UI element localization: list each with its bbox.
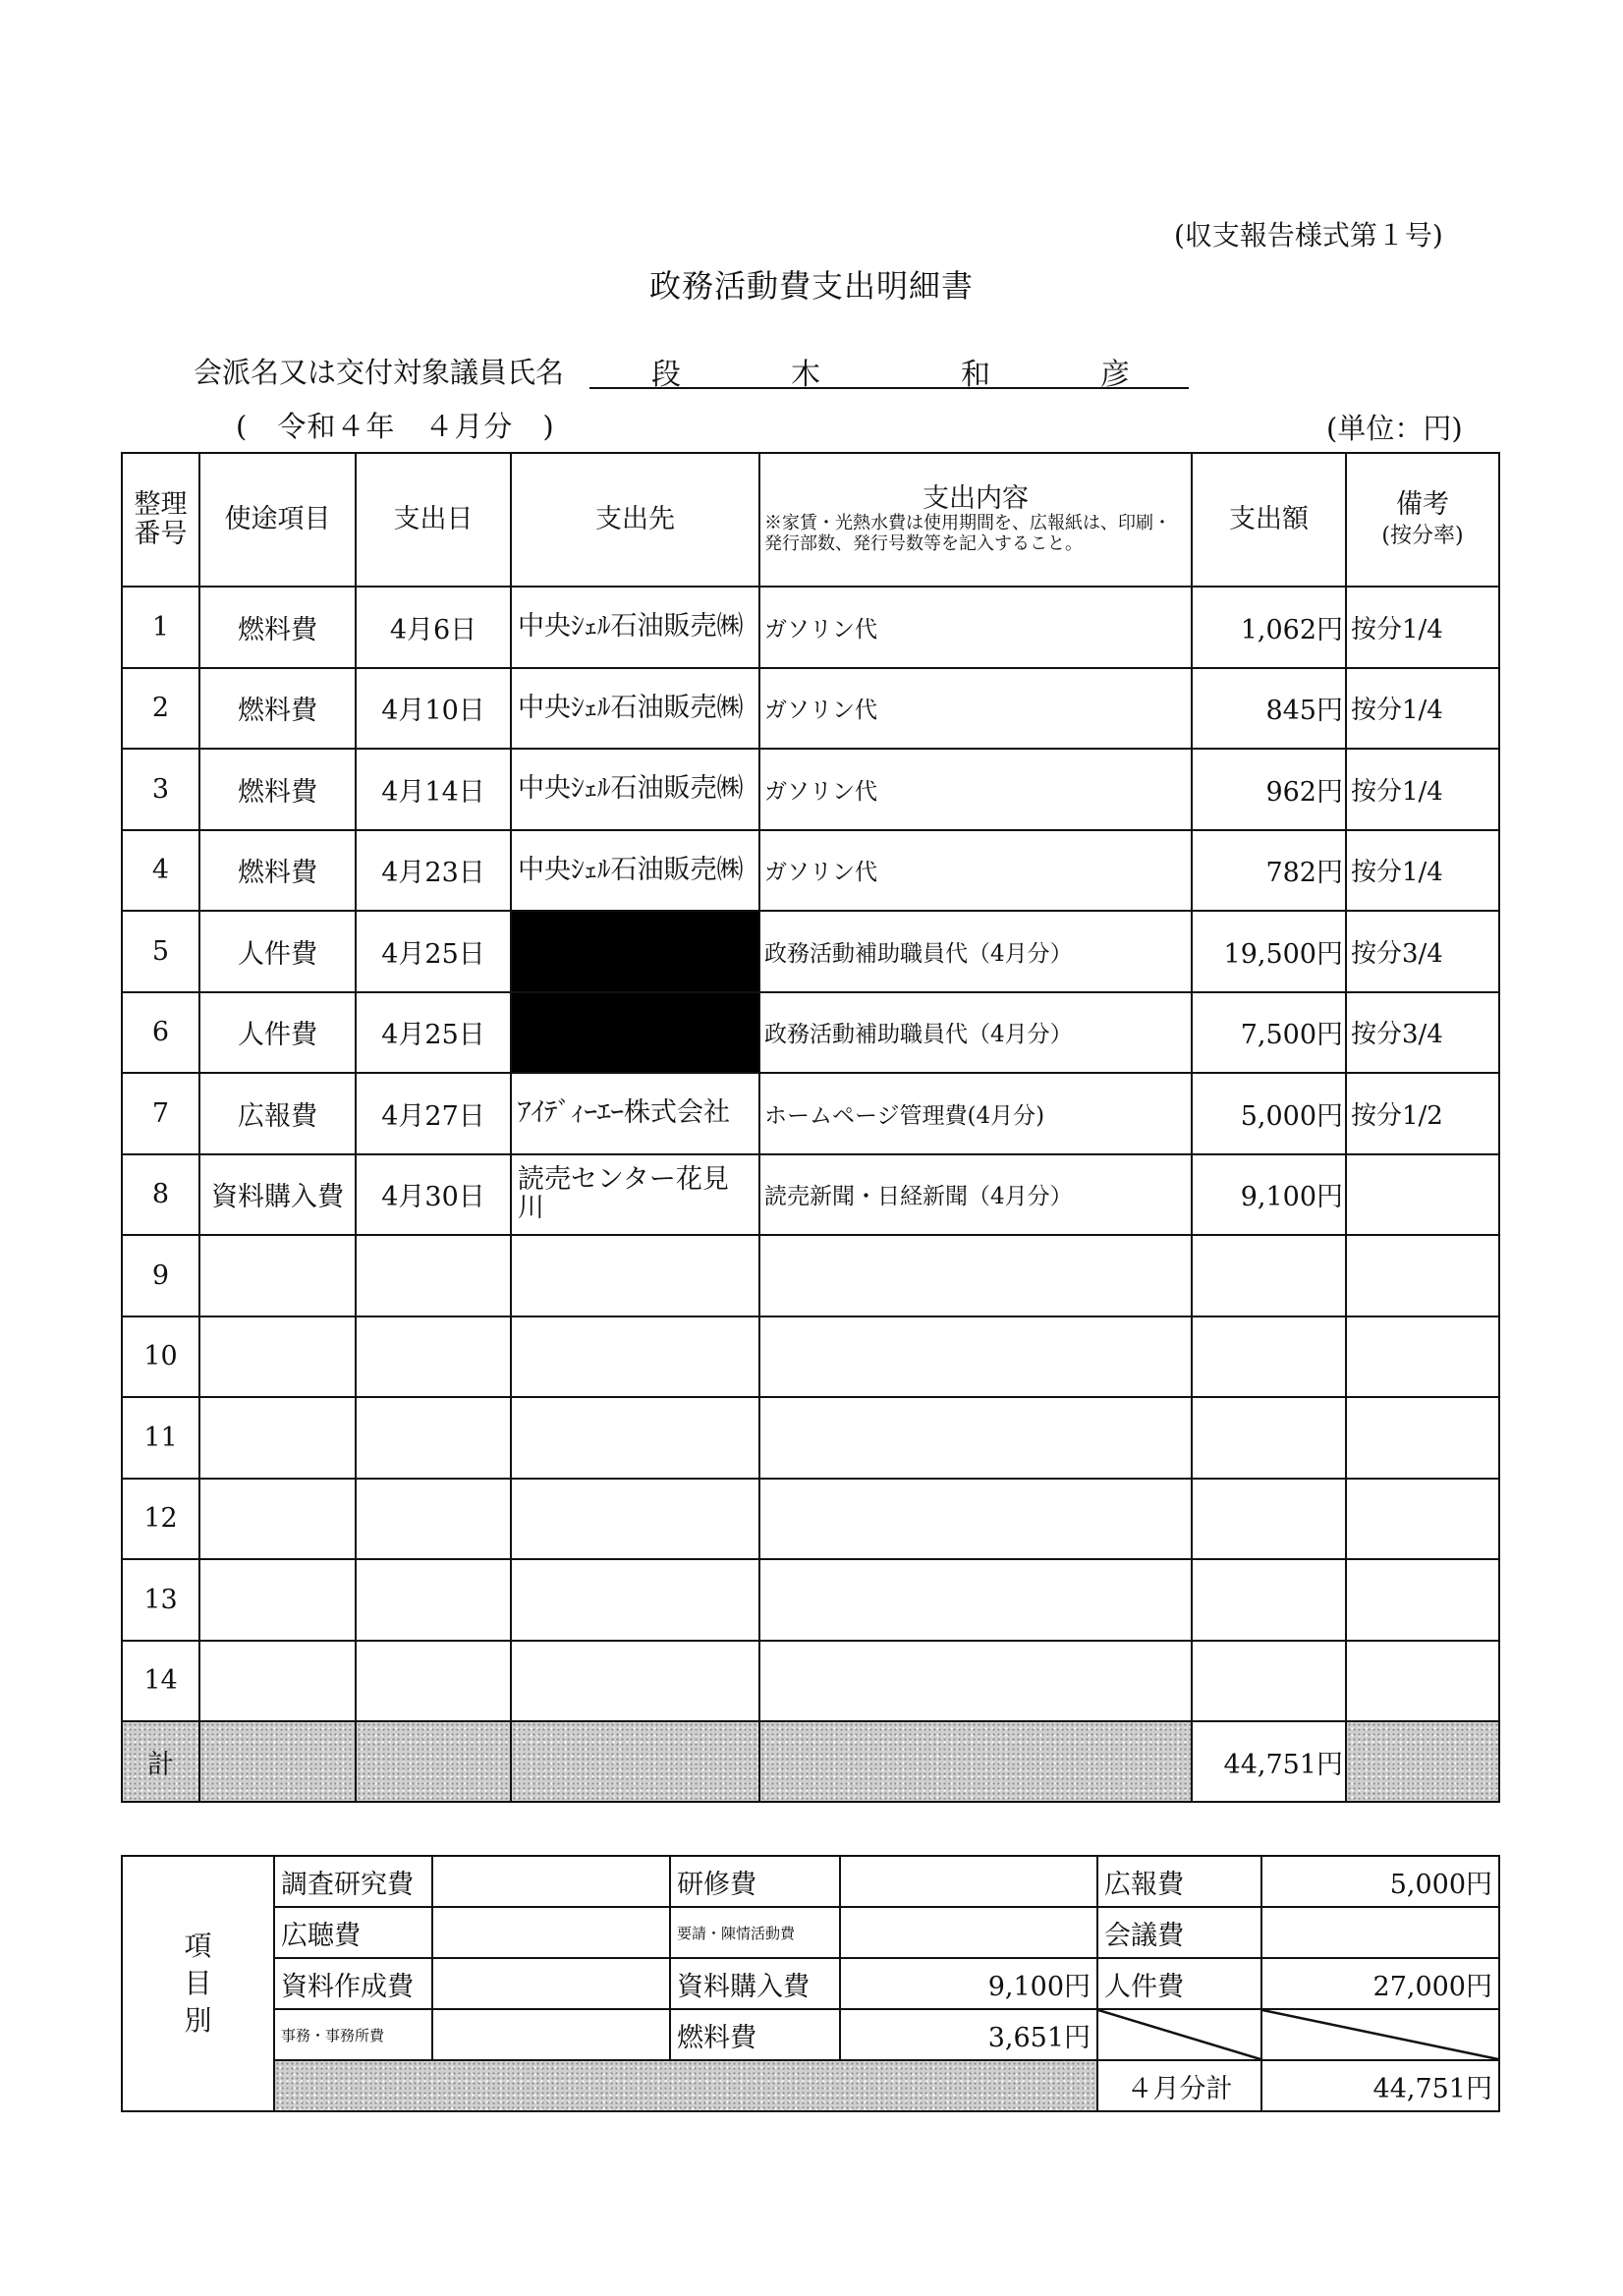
row-content (759, 1479, 1192, 1560)
row-date (356, 1479, 511, 1560)
row-content: ホームページ管理費(4月分) (759, 1073, 1192, 1154)
row-payee (511, 1641, 759, 1722)
row-category (199, 1235, 356, 1316)
row-amount: 9,100円 (1192, 1154, 1346, 1236)
row-remarks: 按分1/4 (1346, 830, 1499, 912)
row-no: 10 (122, 1316, 199, 1398)
row-remarks (1346, 1559, 1499, 1641)
row-remarks: 按分1/4 (1346, 668, 1499, 750)
table-row (122, 749, 1499, 830)
row-no: 13 (122, 1559, 199, 1641)
row-category (199, 1397, 356, 1479)
row-no: 12 (122, 1479, 199, 1560)
row-remarks (1346, 1316, 1499, 1398)
table-row (122, 992, 1499, 1074)
row-no: 1 (122, 587, 199, 668)
header-date: 支出日 (356, 453, 511, 587)
shaded-cell (356, 1721, 511, 1802)
row-category: 燃料費 (199, 749, 356, 830)
table-row (122, 1235, 1499, 1316)
header-amount: 支出額 (1192, 453, 1346, 587)
row-content: 読売新聞・日経新聞（4月分） (759, 1154, 1192, 1236)
row-no: 9 (122, 1235, 199, 1316)
row-payee: ｱｲﾃﾞｨｰｴｰ株式会社 (511, 1073, 759, 1154)
table-row (122, 1641, 1499, 1722)
row-category: 人件費 (199, 992, 356, 1074)
summary-training-label: 研修費 (670, 1856, 840, 1907)
summary-meeting-amount (1261, 1907, 1499, 1958)
summary-personnel-label: 人件費 (1097, 1958, 1261, 2009)
summary-category-label: 項 目 別 (122, 1856, 274, 2111)
row-category (199, 1316, 356, 1398)
row-category: 燃料費 (199, 830, 356, 912)
summary-hearing-amount (432, 1907, 670, 1958)
table-row (122, 1316, 1499, 1398)
row-category: 燃料費 (199, 668, 356, 750)
row-date: 4月25日 (356, 992, 511, 1074)
row-amount (1192, 1559, 1346, 1641)
row-remarks (1346, 1154, 1499, 1236)
row-amount: 1,062円 (1192, 587, 1346, 668)
row-remarks (1346, 1479, 1499, 1560)
table-row (122, 1397, 1499, 1479)
row-payee (511, 1316, 759, 1398)
table-row (122, 830, 1499, 912)
summary-doc-creation-label: 資料作成費 (274, 1958, 432, 2009)
row-date (356, 1641, 511, 1722)
row-amount (1192, 1397, 1346, 1479)
row-content: 政務活動補助職員代（4月分） (759, 911, 1192, 992)
row-amount: 782円 (1192, 830, 1346, 912)
row-no: 4 (122, 830, 199, 912)
row-no: 2 (122, 668, 199, 750)
summary-doc-creation-amount (432, 1958, 670, 2009)
row-date: 4月23日 (356, 830, 511, 912)
row-category: 資料購入費 (199, 1154, 356, 1236)
row-no: 7 (122, 1073, 199, 1154)
row-no: 3 (122, 749, 199, 830)
header-remarks: 備考 (按分率) (1346, 453, 1499, 587)
row-remarks: 按分3/4 (1346, 911, 1499, 992)
shaded-cell (199, 1721, 356, 1802)
summary-petition-amount (840, 1907, 1097, 1958)
row-no: 11 (122, 1397, 199, 1479)
summary-fuel-amount: 3,651円 (840, 2009, 1097, 2060)
reporting-period: ( 令和４年 ４月分 ) (236, 410, 555, 443)
summary-personnel-amount: 27,000円 (1261, 1958, 1499, 2009)
row-date (356, 1235, 511, 1316)
header-no: 整理 番号 (122, 453, 199, 587)
table-row (122, 1559, 1499, 1641)
row-category (199, 1479, 356, 1560)
member-name-char: 和 (961, 358, 990, 392)
summary-office-amount (432, 2009, 670, 2060)
row-amount (1192, 1235, 1346, 1316)
row-payee: 中央ｼｪﾙ石油販売㈱ (511, 830, 759, 912)
summary-fuel-label: 燃料費 (670, 2009, 840, 2060)
row-remarks: 按分1/4 (1346, 749, 1499, 830)
total-label: 計 (122, 1721, 199, 1802)
shaded-cell (511, 1721, 759, 1802)
row-date (356, 1397, 511, 1479)
row-payee: 中央ｼｪﾙ石油販売㈱ (511, 587, 759, 668)
row-date (356, 1559, 511, 1641)
row-remarks: 按分1/4 (1346, 587, 1499, 668)
row-content: ガソリン代 (759, 587, 1192, 668)
row-payee (511, 1559, 759, 1641)
row-category (199, 1559, 356, 1641)
summary-training-amount (840, 1856, 1097, 1907)
total-row (122, 1721, 1499, 1802)
form-number: (収支報告様式第１号) (1174, 219, 1443, 252)
summary-month-total-label: ４月分計 (1097, 2060, 1261, 2111)
row-no: 8 (122, 1154, 199, 1236)
row-amount: 5,000円 (1192, 1073, 1346, 1154)
table-row (122, 1154, 1499, 1236)
row-amount (1192, 1479, 1346, 1560)
row-date: 4月10日 (356, 668, 511, 750)
summary-doc-purchase-label: 資料購入費 (670, 1958, 840, 2009)
summary-research-amount (432, 1856, 670, 1907)
row-remarks (1346, 1397, 1499, 1479)
category-summary-table (121, 1855, 1500, 2112)
row-content (759, 1641, 1192, 1722)
row-payee (511, 1235, 759, 1316)
header-payee: 支出先 (511, 453, 759, 587)
table-row (122, 1073, 1499, 1154)
row-no: 6 (122, 992, 199, 1074)
header-category: 使途項目 (199, 453, 356, 587)
row-remarks: 按分3/4 (1346, 992, 1499, 1074)
member-name-char: 木 (791, 358, 820, 392)
row-remarks (1346, 1641, 1499, 1722)
summary-hearing-label: 広聴費 (274, 1907, 432, 1958)
member-name-char: 彦 (1100, 358, 1130, 392)
row-content: ガソリン代 (759, 830, 1192, 912)
table-row (122, 1479, 1499, 1560)
header-content: 支出内容 ※家賃・光熱水費は使用期間を、広報紙は、印刷・発行部数、発行号数等を記入すること。 (759, 453, 1192, 587)
table-row (122, 587, 1499, 668)
row-content (759, 1316, 1192, 1398)
row-remarks: 按分1/2 (1346, 1073, 1499, 1154)
document-title: 政務活動費支出明細書 (648, 267, 974, 305)
row-remarks (1346, 1235, 1499, 1316)
summary-month-total-amount: 44,751円 (1261, 2060, 1499, 2111)
shaded-cell (1346, 1721, 1499, 1802)
name-label: 会派名又は交付対象議員氏名 (194, 356, 565, 389)
diagonal-blank-cell (1261, 2009, 1499, 2060)
row-amount: 962円 (1192, 749, 1346, 830)
row-payee (511, 1397, 759, 1479)
shaded-cell (759, 1721, 1192, 1802)
redacted-payee (511, 992, 759, 1074)
summary-doc-purchase-amount: 9,100円 (840, 1958, 1097, 2009)
row-amount: 7,500円 (1192, 992, 1346, 1074)
row-payee: 読売センター花見川 (511, 1154, 759, 1236)
expense-detail-table (121, 452, 1500, 1803)
row-amount: 19,500円 (1192, 911, 1346, 992)
row-content: ガソリン代 (759, 668, 1192, 750)
row-category: 燃料費 (199, 587, 356, 668)
row-amount (1192, 1641, 1346, 1722)
summary-research-label: 調査研究費 (274, 1856, 432, 1907)
row-category: 広報費 (199, 1073, 356, 1154)
row-content (759, 1397, 1192, 1479)
summary-pr-amount: 5,000円 (1261, 1856, 1499, 1907)
unit-label: (単位：円) (1326, 412, 1463, 445)
table-header-row (122, 453, 1499, 587)
row-date: 4月25日 (356, 911, 511, 992)
member-name-char: 段 (651, 358, 681, 392)
summary-meeting-label: 会議費 (1097, 1907, 1261, 1958)
row-category (199, 1641, 356, 1722)
member-name-field (589, 350, 1189, 392)
row-amount: 845円 (1192, 668, 1346, 750)
summary-office-label: 事務・事務所費 (274, 2009, 432, 2060)
row-content: 政務活動補助職員代（4月分） (759, 992, 1192, 1074)
row-payee: 中央ｼｪﾙ石油販売㈱ (511, 749, 759, 830)
row-payee: 中央ｼｪﾙ石油販売㈱ (511, 668, 759, 750)
row-date: 4月27日 (356, 1073, 511, 1154)
row-payee (511, 1479, 759, 1560)
row-date: 4月6日 (356, 587, 511, 668)
total-amount: 44,751円 (1192, 1721, 1346, 1802)
shaded-cell (274, 2060, 1097, 2111)
diagonal-blank-cell (1097, 2009, 1261, 2060)
row-no: 14 (122, 1641, 199, 1722)
row-category: 人件費 (199, 911, 356, 992)
row-amount (1192, 1316, 1346, 1398)
row-content (759, 1559, 1192, 1641)
row-date: 4月30日 (356, 1154, 511, 1236)
redacted-payee (511, 911, 759, 992)
row-content (759, 1235, 1192, 1316)
row-date: 4月14日 (356, 749, 511, 830)
summary-petition-label: 要請・陳情活動費 (670, 1907, 840, 1958)
table-row (122, 911, 1499, 992)
row-no: 5 (122, 911, 199, 992)
row-content: ガソリン代 (759, 749, 1192, 830)
row-date (356, 1316, 511, 1398)
table-row (122, 668, 1499, 750)
summary-pr-label: 広報費 (1097, 1856, 1261, 1907)
